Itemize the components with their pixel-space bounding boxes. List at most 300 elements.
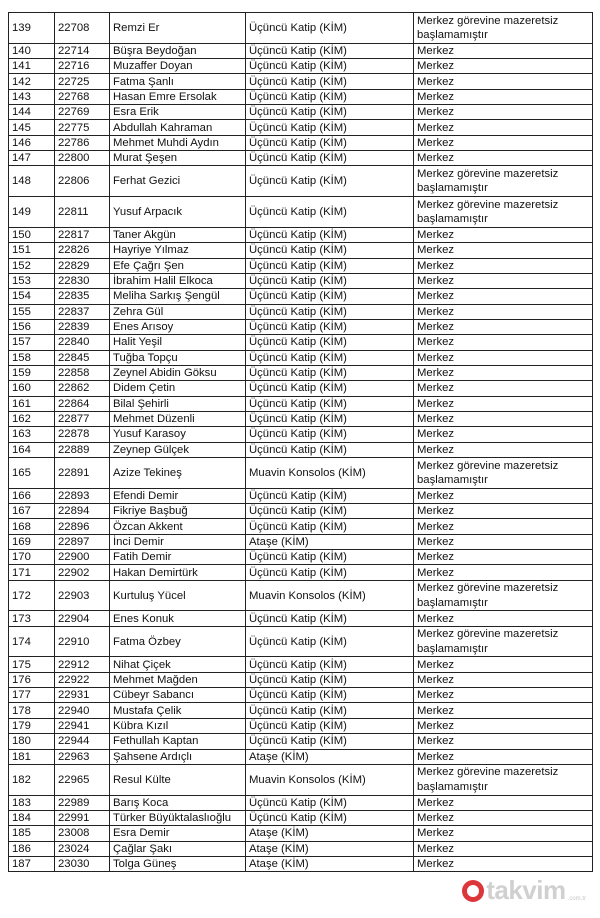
row-number-cell: 157: [9, 335, 55, 350]
row-number-cell: 184: [9, 810, 55, 825]
title-cell: Üçüncü Katip (KİM): [246, 504, 414, 519]
assignment-cell: Merkez: [414, 365, 593, 380]
registry-number-cell: 22891: [55, 457, 110, 488]
name-cell: Mehmet Muhdi Aydın: [110, 135, 246, 150]
row-number-cell: 159: [9, 365, 55, 380]
table-row: [9, 411, 593, 426]
assignment-cell: Merkez: [414, 289, 593, 304]
name-cell: Cübeyr Sabancı: [110, 688, 246, 703]
assignment-cell: Merkez görevine mazeretsiz başlamamıştır: [414, 13, 593, 44]
registry-number-cell: 22896: [55, 519, 110, 534]
title-cell: Üçüncü Katip (KİM): [246, 151, 414, 166]
registry-number-cell: 22963: [55, 749, 110, 764]
table-row: [9, 749, 593, 764]
name-cell: Ferhat Gezici: [110, 166, 246, 197]
registry-number-cell: 22826: [55, 243, 110, 258]
registry-number-cell: 22903: [55, 580, 110, 611]
name-cell: Şahsene Ardıçlı: [110, 749, 246, 764]
name-cell: Murat Şeşen: [110, 151, 246, 166]
name-cell: Fethullah Kaptan: [110, 734, 246, 749]
assignment-cell: Merkez: [414, 734, 593, 749]
assignment-cell: Merkez: [414, 151, 593, 166]
table-row: [9, 534, 593, 549]
table-row: [9, 841, 593, 856]
registry-number-cell: 22965: [55, 764, 110, 795]
table-row: [9, 718, 593, 733]
row-number-cell: 185: [9, 826, 55, 841]
title-cell: Üçüncü Katip (KİM): [246, 795, 414, 810]
row-number-cell: 167: [9, 504, 55, 519]
registry-number-cell: 23008: [55, 826, 110, 841]
table-row: [9, 335, 593, 350]
title-cell: Üçüncü Katip (KİM): [246, 626, 414, 657]
registry-number-cell: 22889: [55, 442, 110, 457]
table-row: [9, 105, 593, 120]
registry-number-cell: 22716: [55, 59, 110, 74]
row-number-cell: 150: [9, 227, 55, 242]
table-row: [9, 688, 593, 703]
title-cell: Üçüncü Katip (KİM): [246, 488, 414, 503]
title-cell: Üçüncü Katip (KİM): [246, 258, 414, 273]
table-row: [9, 611, 593, 626]
row-number-cell: 186: [9, 841, 55, 856]
table-row: [9, 350, 593, 365]
assignment-cell: Merkez: [414, 611, 593, 626]
assignment-cell: Merkez: [414, 427, 593, 442]
name-cell: Büşra Beydoğan: [110, 43, 246, 58]
assignment-cell: Merkez: [414, 550, 593, 565]
name-cell: Zeynel Abidin Göksu: [110, 365, 246, 380]
row-number-cell: 151: [9, 243, 55, 258]
assignment-cell: Merkez: [414, 856, 593, 871]
assignment-cell: Merkez: [414, 273, 593, 288]
assignment-cell: Merkez görevine mazeretsiz başlamamıştır: [414, 580, 593, 611]
table-row: [9, 427, 593, 442]
registry-number-cell: 22893: [55, 488, 110, 503]
name-cell: Mehmet Düzenli: [110, 411, 246, 426]
row-number-cell: 158: [9, 350, 55, 365]
name-cell: Esra Erik: [110, 105, 246, 120]
registry-number-cell: 22768: [55, 89, 110, 104]
registry-number-cell: 22725: [55, 74, 110, 89]
title-cell: Üçüncü Katip (KİM): [246, 611, 414, 626]
assignment-cell: Merkez: [414, 565, 593, 580]
row-number-cell: 174: [9, 626, 55, 657]
assignment-cell: Merkez: [414, 657, 593, 672]
row-number-cell: 168: [9, 519, 55, 534]
assignment-cell: Merkez: [414, 718, 593, 733]
name-cell: Hakan Demirtürk: [110, 565, 246, 580]
table-row: [9, 550, 593, 565]
name-cell: Kurtuluş Yücel: [110, 580, 246, 611]
assignment-cell: Merkez: [414, 411, 593, 426]
name-cell: Didem Çetin: [110, 381, 246, 396]
title-cell: Üçüncü Katip (KİM): [246, 411, 414, 426]
assignment-cell: Merkez: [414, 841, 593, 856]
title-cell: Üçüncü Katip (KİM): [246, 810, 414, 825]
name-cell: Bilal Şehirli: [110, 396, 246, 411]
title-cell: Üçüncü Katip (KİM): [246, 427, 414, 442]
name-cell: Remzi Er: [110, 13, 246, 44]
assignment-cell: Merkez: [414, 59, 593, 74]
assignment-cell: Merkez görevine mazeretsiz başlamamıştır: [414, 197, 593, 228]
registry-number-cell: 22714: [55, 43, 110, 58]
registry-number-cell: 22894: [55, 504, 110, 519]
title-cell: Üçüncü Katip (KİM): [246, 550, 414, 565]
name-cell: İnci Demir: [110, 534, 246, 549]
title-cell: Üçüncü Katip (KİM): [246, 74, 414, 89]
title-cell: Üçüncü Katip (KİM): [246, 657, 414, 672]
registry-number-cell: 22862: [55, 381, 110, 396]
row-number-cell: 153: [9, 273, 55, 288]
registry-number-cell: 22897: [55, 534, 110, 549]
title-cell: Üçüncü Katip (KİM): [246, 59, 414, 74]
title-cell: Üçüncü Katip (KİM): [246, 718, 414, 733]
name-cell: Esra Demir: [110, 826, 246, 841]
registry-number-cell: 22811: [55, 197, 110, 228]
registry-number-cell: 22944: [55, 734, 110, 749]
assignment-cell: Merkez: [414, 304, 593, 319]
table-row: [9, 319, 593, 334]
row-number-cell: 145: [9, 120, 55, 135]
title-cell: Üçüncü Katip (KİM): [246, 243, 414, 258]
row-number-cell: 177: [9, 688, 55, 703]
title-cell: Ataşe (KİM): [246, 749, 414, 764]
registry-number-cell: 22902: [55, 565, 110, 580]
assignment-cell: Merkez: [414, 350, 593, 365]
registry-number-cell: 22904: [55, 611, 110, 626]
name-cell: Muzaffer Doyan: [110, 59, 246, 74]
registry-number-cell: 23030: [55, 856, 110, 871]
registry-number-cell: 22775: [55, 120, 110, 135]
row-number-cell: 183: [9, 795, 55, 810]
title-cell: Ataşe (KİM): [246, 826, 414, 841]
registry-number-cell: 22858: [55, 365, 110, 380]
registry-number-cell: 22940: [55, 703, 110, 718]
title-cell: Üçüncü Katip (KİM): [246, 703, 414, 718]
title-cell: Üçüncü Katip (KİM): [246, 734, 414, 749]
table-row: [9, 856, 593, 871]
assignment-cell: Merkez: [414, 488, 593, 503]
row-number-cell: 160: [9, 381, 55, 396]
assignment-cell: Merkez: [414, 749, 593, 764]
registry-number-cell: 23024: [55, 841, 110, 856]
name-cell: Nihat Çiçek: [110, 657, 246, 672]
table-row: [9, 258, 593, 273]
registry-number-cell: 22900: [55, 550, 110, 565]
row-number-cell: 182: [9, 764, 55, 795]
title-cell: Ataşe (KİM): [246, 534, 414, 549]
row-number-cell: 156: [9, 319, 55, 334]
name-cell: Yusuf Karasoy: [110, 427, 246, 442]
name-cell: Mehmet Mağden: [110, 672, 246, 687]
row-number-cell: 142: [9, 74, 55, 89]
row-number-cell: 155: [9, 304, 55, 319]
row-number-cell: 148: [9, 166, 55, 197]
title-cell: Üçüncü Katip (KİM): [246, 289, 414, 304]
table-row: [9, 381, 593, 396]
name-cell: İbrahim Halil Elkoca: [110, 273, 246, 288]
table-row: [9, 304, 593, 319]
table-row: [9, 166, 593, 197]
table-row: [9, 120, 593, 135]
row-number-cell: 162: [9, 411, 55, 426]
name-cell: Enes Konuk: [110, 611, 246, 626]
row-number-cell: 187: [9, 856, 55, 871]
title-cell: Üçüncü Katip (KİM): [246, 442, 414, 457]
assignment-cell: Merkez: [414, 534, 593, 549]
row-number-cell: 139: [9, 13, 55, 44]
row-number-cell: 180: [9, 734, 55, 749]
row-number-cell: 163: [9, 427, 55, 442]
table-row: [9, 273, 593, 288]
assignment-cell: Merkez: [414, 688, 593, 703]
title-cell: Muavin Konsolos (KİM): [246, 764, 414, 795]
name-cell: Fikriye Başbuğ: [110, 504, 246, 519]
table-row: [9, 672, 593, 687]
row-number-cell: 164: [9, 442, 55, 457]
name-cell: Barış Koca: [110, 795, 246, 810]
assignment-cell: Merkez: [414, 703, 593, 718]
row-number-cell: 147: [9, 151, 55, 166]
table-row: [9, 488, 593, 503]
assignment-cell: Merkez: [414, 504, 593, 519]
assignment-cell: Merkez görevine mazeretsiz başlamamıştır: [414, 457, 593, 488]
registry-number-cell: 22912: [55, 657, 110, 672]
table-row: [9, 243, 593, 258]
assignment-cell: Merkez: [414, 519, 593, 534]
name-cell: Fatma Şanlı: [110, 74, 246, 89]
registry-number-cell: 22931: [55, 688, 110, 703]
table-row: [9, 764, 593, 795]
table-row: [9, 289, 593, 304]
table-row: [9, 396, 593, 411]
title-cell: Üçüncü Katip (KİM): [246, 335, 414, 350]
table-row: [9, 43, 593, 58]
table-row: [9, 734, 593, 749]
name-cell: Fatih Demir: [110, 550, 246, 565]
assignment-cell: Merkez: [414, 795, 593, 810]
assignment-cell: Merkez: [414, 672, 593, 687]
registry-number-cell: 22830: [55, 273, 110, 288]
assignment-cell: Merkez: [414, 74, 593, 89]
title-cell: Üçüncü Katip (KİM): [246, 319, 414, 334]
takvim-watermark: [462, 875, 586, 906]
registry-number-cell: 22864: [55, 396, 110, 411]
title-cell: Üçüncü Katip (KİM): [246, 166, 414, 197]
assignment-cell: Merkez: [414, 442, 593, 457]
table-row: [9, 135, 593, 150]
assignment-cell: Merkez: [414, 135, 593, 150]
row-number-cell: 175: [9, 657, 55, 672]
watermark-domain: .com.tr: [567, 896, 586, 902]
registry-number-cell: 22845: [55, 350, 110, 365]
registry-number-cell: 22769: [55, 105, 110, 120]
name-cell: Resul Külte: [110, 764, 246, 795]
row-number-cell: 149: [9, 197, 55, 228]
assignment-cell: Merkez: [414, 826, 593, 841]
table-row: [9, 442, 593, 457]
table-row: [9, 365, 593, 380]
title-cell: Üçüncü Katip (KİM): [246, 197, 414, 228]
assignment-cell: Merkez: [414, 381, 593, 396]
title-cell: Üçüncü Katip (KİM): [246, 396, 414, 411]
title-cell: Muavin Konsolos (KİM): [246, 580, 414, 611]
assignment-cell: Merkez: [414, 810, 593, 825]
title-cell: Üçüncü Katip (KİM): [246, 519, 414, 534]
title-cell: Üçüncü Katip (KİM): [246, 365, 414, 380]
name-cell: Efendi Demir: [110, 488, 246, 503]
assignment-cell: Merkez: [414, 258, 593, 273]
row-number-cell: 152: [9, 258, 55, 273]
name-cell: Efe Çağrı Şen: [110, 258, 246, 273]
name-cell: Özcan Akkent: [110, 519, 246, 534]
registry-number-cell: 22835: [55, 289, 110, 304]
title-cell: Üçüncü Katip (KİM): [246, 135, 414, 150]
name-cell: Çağlar Şakı: [110, 841, 246, 856]
registry-number-cell: 22991: [55, 810, 110, 825]
name-cell: Yusuf Arpacık: [110, 197, 246, 228]
row-number-cell: 141: [9, 59, 55, 74]
title-cell: Üçüncü Katip (KİM): [246, 105, 414, 120]
registry-number-cell: 22837: [55, 304, 110, 319]
name-cell: Enes Arısoy: [110, 319, 246, 334]
name-cell: Meliha Sarkış Şengül: [110, 289, 246, 304]
row-number-cell: 173: [9, 611, 55, 626]
title-cell: Üçüncü Katip (KİM): [246, 304, 414, 319]
registry-number-cell: 22877: [55, 411, 110, 426]
table-row: [9, 74, 593, 89]
table-row: [9, 13, 593, 44]
title-cell: Üçüncü Katip (KİM): [246, 89, 414, 104]
registry-number-cell: 22817: [55, 227, 110, 242]
title-cell: Muavin Konsolos (KİM): [246, 457, 414, 488]
table-row: [9, 457, 593, 488]
assignment-cell: Merkez görevine mazeretsiz başlamamıştır: [414, 166, 593, 197]
name-cell: Taner Akgün: [110, 227, 246, 242]
registry-number-cell: 22878: [55, 427, 110, 442]
takvim-logo-icon: [462, 880, 484, 902]
personnel-table: [8, 12, 593, 872]
watermark-brand: takvim: [486, 875, 566, 905]
table-row: [9, 626, 593, 657]
title-cell: Üçüncü Katip (KİM): [246, 120, 414, 135]
name-cell: Kübra Kızıl: [110, 718, 246, 733]
row-number-cell: 178: [9, 703, 55, 718]
row-number-cell: 170: [9, 550, 55, 565]
name-cell: Hasan Emre Ersolak: [110, 89, 246, 104]
name-cell: Zehra Gül: [110, 304, 246, 319]
table-row: [9, 227, 593, 242]
assignment-cell: Merkez: [414, 335, 593, 350]
row-number-cell: 161: [9, 396, 55, 411]
table-row: [9, 504, 593, 519]
row-number-cell: 176: [9, 672, 55, 687]
title-cell: Üçüncü Katip (KİM): [246, 350, 414, 365]
row-number-cell: 146: [9, 135, 55, 150]
name-cell: Abdullah Kahraman: [110, 120, 246, 135]
title-cell: Üçüncü Katip (KİM): [246, 13, 414, 44]
table-row: [9, 59, 593, 74]
table-row: [9, 657, 593, 672]
name-cell: Tuğba Topçu: [110, 350, 246, 365]
table-row: [9, 197, 593, 228]
title-cell: Ataşe (KİM): [246, 841, 414, 856]
registry-number-cell: 22922: [55, 672, 110, 687]
table-row: [9, 565, 593, 580]
title-cell: Üçüncü Katip (KİM): [246, 381, 414, 396]
table-row: [9, 519, 593, 534]
row-number-cell: 172: [9, 580, 55, 611]
row-number-cell: 171: [9, 565, 55, 580]
registry-number-cell: 22829: [55, 258, 110, 273]
assignment-cell: Merkez görevine mazeretsiz başlamamıştır: [414, 626, 593, 657]
assignment-cell: Merkez: [414, 105, 593, 120]
title-cell: Üçüncü Katip (KİM): [246, 273, 414, 288]
name-cell: Tolga Güneş: [110, 856, 246, 871]
registry-number-cell: 22806: [55, 166, 110, 197]
registry-number-cell: 22910: [55, 626, 110, 657]
registry-number-cell: 22941: [55, 718, 110, 733]
assignment-cell: Merkez: [414, 396, 593, 411]
name-cell: Hayriye Yılmaz: [110, 243, 246, 258]
table-row: [9, 580, 593, 611]
assignment-cell: Merkez: [414, 243, 593, 258]
assignment-cell: Merkez: [414, 319, 593, 334]
assignment-cell: Merkez: [414, 43, 593, 58]
table-row: [9, 151, 593, 166]
title-cell: Üçüncü Katip (KİM): [246, 688, 414, 703]
row-number-cell: 166: [9, 488, 55, 503]
registry-number-cell: 22839: [55, 319, 110, 334]
name-cell: Azize Tekineş: [110, 457, 246, 488]
registry-number-cell: 22786: [55, 135, 110, 150]
title-cell: Üçüncü Katip (KİM): [246, 227, 414, 242]
registry-number-cell: 22840: [55, 335, 110, 350]
table-row: [9, 810, 593, 825]
name-cell: Fatma Özbey: [110, 626, 246, 657]
table-body: [9, 13, 593, 872]
row-number-cell: 144: [9, 105, 55, 120]
table-row: [9, 826, 593, 841]
row-number-cell: 179: [9, 718, 55, 733]
row-number-cell: 143: [9, 89, 55, 104]
table-row: [9, 795, 593, 810]
row-number-cell: 181: [9, 749, 55, 764]
assignment-cell: Merkez görevine mazeretsiz başlamamıştır: [414, 764, 593, 795]
row-number-cell: 154: [9, 289, 55, 304]
name-cell: Türker Büyüktalaslıoğlu: [110, 810, 246, 825]
row-number-cell: 165: [9, 457, 55, 488]
title-cell: Üçüncü Katip (KİM): [246, 565, 414, 580]
registry-number-cell: 22989: [55, 795, 110, 810]
assignment-cell: Merkez: [414, 227, 593, 242]
registry-number-cell: 22800: [55, 151, 110, 166]
title-cell: Üçüncü Katip (KİM): [246, 672, 414, 687]
title-cell: Üçüncü Katip (KİM): [246, 43, 414, 58]
assignment-cell: Merkez: [414, 120, 593, 135]
row-number-cell: 169: [9, 534, 55, 549]
registry-number-cell: 22708: [55, 13, 110, 44]
row-number-cell: 140: [9, 43, 55, 58]
table-row: [9, 89, 593, 104]
name-cell: Mustafa Çelik: [110, 703, 246, 718]
title-cell: Ataşe (KİM): [246, 856, 414, 871]
assignment-cell: Merkez: [414, 89, 593, 104]
table-row: [9, 703, 593, 718]
name-cell: Zeynep Gülçek: [110, 442, 246, 457]
document-page: [8, 12, 592, 872]
